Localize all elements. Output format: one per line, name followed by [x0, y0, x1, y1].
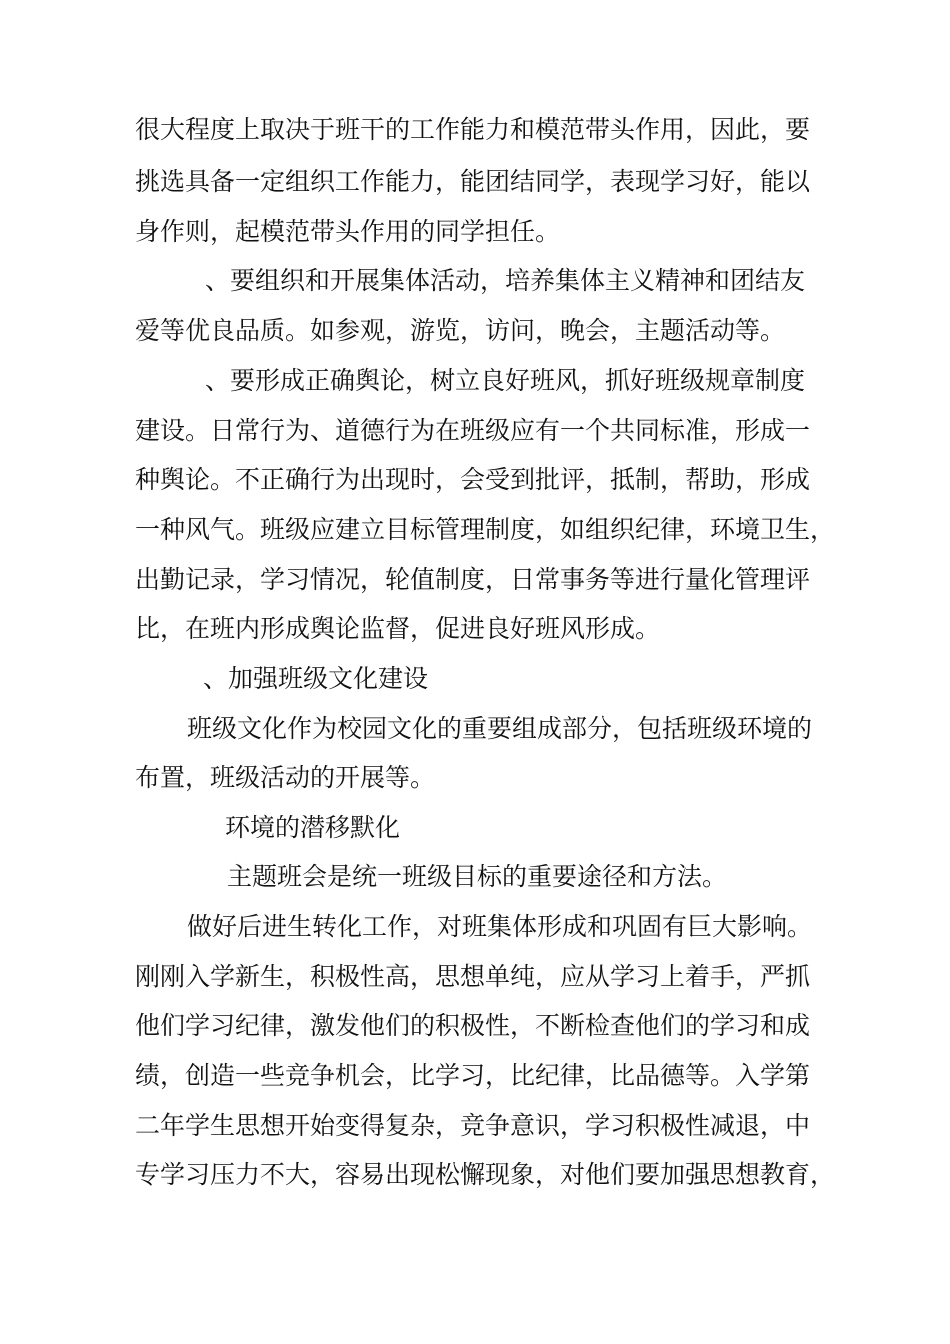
text-line: 班级文化作为校园文化的重要组成部分，包括班级环境的 — [187, 714, 813, 743]
text-line: 专学习压力不大，容易出现松懈现象，对他们要加强思想教育， — [135, 1160, 836, 1189]
text-line: 、要组织和开展集体活动，培养集体主义精神和团结友 — [205, 266, 806, 295]
text-line: 一种风气。班级应建立目标管理制度，如组织纪律，环境卫生， — [135, 515, 836, 544]
text-line: 出勤记录，学习情况，轮值制度，日常事务等进行量化管理评 — [135, 565, 811, 594]
text-line: 挑选具备一定组织工作能力，能团结同学，表现学习好，能以 — [135, 167, 811, 196]
text-line: 二年学生思想开始变得复杂，竞争意识，学习积极性减退，中 — [135, 1111, 811, 1140]
text-line: 爱等优良品质。如参观，游览，访问，晚会，主题活动等。 — [135, 316, 786, 345]
text-line: 主题班会是统一班级目标的重要途径和方法。 — [227, 862, 728, 891]
text-line: 他们学习纪律，激发他们的积极性，不断检查他们的学习和成 — [135, 1011, 811, 1040]
text-line: 建设。日常行为、道德行为在班级应有一个共同标准，形成一 — [135, 416, 811, 445]
text-line: 做好后进生转化工作，对班集体形成和巩固有巨大影响。 — [187, 912, 813, 941]
section-heading: 、加强班级文化建设 — [203, 664, 429, 693]
text-line: 比，在班内形成舆论监督，促进良好班风形成。 — [135, 614, 661, 643]
text-line: 种舆论。不正确行为出现时，会受到批评，抵制，帮助，形成 — [135, 465, 811, 494]
text-line: 绩，创造一些竞争机会，比学习，比纪律，比品德等。入学第 — [135, 1061, 811, 1090]
text-line: 刚刚入学新生，积极性高，思想单纯，应从学习上着手，严抓 — [135, 962, 811, 991]
text-line: 身作则，起模范带头作用的同学担任。 — [135, 217, 561, 246]
text-line: 、要形成正确舆论，树立良好班风，抓好班级规章制度 — [205, 366, 806, 395]
text-line: 布置，班级活动的开展等。 — [135, 763, 436, 792]
section-heading: 环境的潜移默化 — [225, 813, 401, 842]
text-line: 很大程度上取决于班干的工作能力和模范带头作用，因此，要 — [135, 115, 811, 144]
